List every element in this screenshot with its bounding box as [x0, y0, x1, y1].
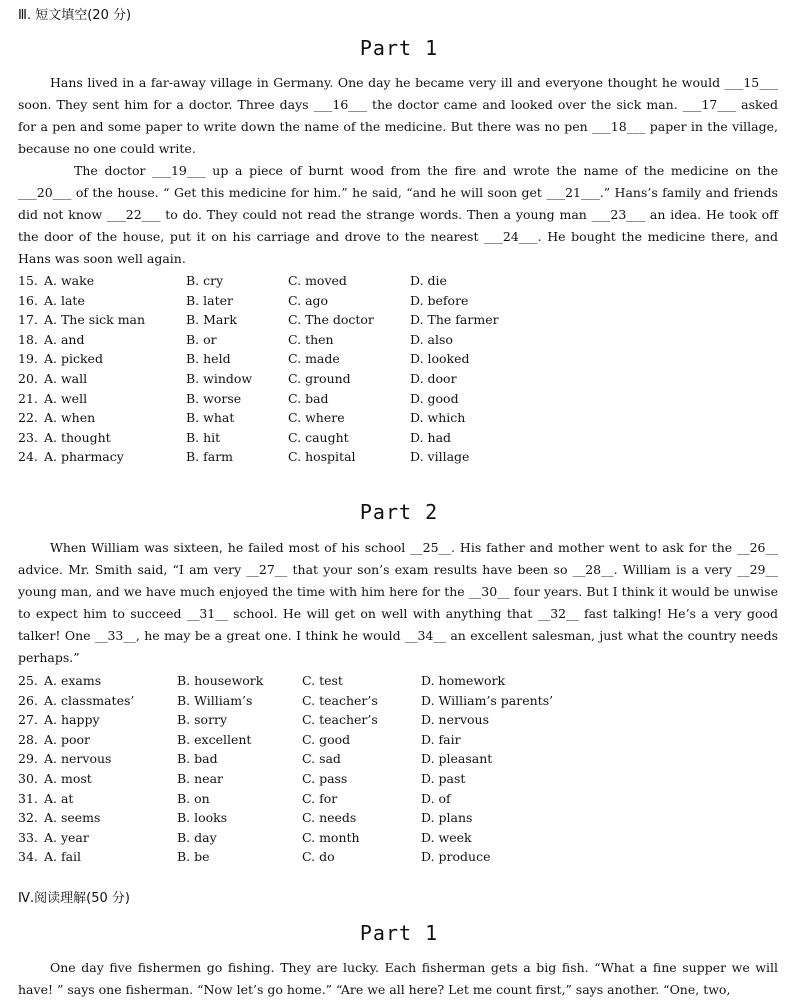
question-option-row: [18, 671, 778, 691]
option-c: C. sad: [302, 751, 341, 767]
question-number: 33.: [18, 829, 38, 845]
option-a: A. picked: [44, 351, 103, 367]
option-c: C. teacher’s: [302, 692, 378, 708]
option-b: B. excellent: [177, 731, 252, 747]
option-b: B. day: [177, 829, 217, 845]
option-d: D. pleasant: [421, 751, 493, 767]
option-b: B. worse: [186, 390, 242, 406]
option-d: D. before: [410, 292, 469, 308]
option-a: A. The sick man: [44, 312, 146, 328]
option-a: A. wake: [44, 273, 95, 288]
option-a: A. fail: [44, 849, 82, 865]
option-b: B. William’s: [177, 692, 253, 708]
option-d: D. past: [421, 770, 466, 786]
option-b: B. or: [186, 331, 217, 347]
option-c: C. then: [288, 331, 334, 347]
option-b: B. bad: [177, 751, 218, 767]
part-2-paragraph-1: When William was sixteen, he failed most of his school __25__. His father and mother went to ask for the __26__ advice. Mr. Smith said, “I am very __27__ that your son’s exam results have been so __28__. William is a very __29__ young man, and we have much enjoyed the time with him here for the __30__ four years. But I think it would be unwise to expect him to succeed __31__ school. He will get on well with anything that __32__ fast talking! He’s a very good talker! One __33__, he may be a great one. I think he would __34__ an excellent salesman, just what the country needs perhaps.”: [18, 540, 778, 665]
question-option-row: [18, 447, 778, 467]
option-b: B. Mark: [186, 312, 237, 328]
question-number: 15.: [18, 273, 38, 288]
option-c: C. where: [288, 410, 345, 426]
option-b: B. later: [186, 292, 233, 308]
question-option-row: [18, 691, 778, 711]
option-b: B. housework: [177, 673, 264, 688]
option-a: A. classmates’: [44, 692, 135, 708]
part-2-title: Part 2: [359, 500, 439, 524]
question-option-row: [18, 271, 778, 291]
question-option-row: [18, 349, 778, 369]
option-c: C. teacher’s: [302, 712, 378, 728]
part-1-passage: [18, 72, 778, 270]
option-b: B. held: [186, 351, 231, 367]
question-number: 34.: [18, 849, 38, 865]
option-c: C. month: [302, 829, 360, 845]
option-b: B. farm: [186, 449, 234, 465]
option-a: A. seems: [44, 810, 101, 826]
question-option-row: [18, 828, 778, 848]
question-option-row: [18, 710, 778, 730]
option-d: D. looked: [410, 351, 470, 367]
option-d: D. plans: [421, 810, 473, 826]
reading-part-1-paragraph-1: One day five fishermen go fishing. They are lucky. Each fisherman gets a big fish. “What a fine supper we will have! ” says one fisherman. “Now let’s go home.” “Are we all here? Let me count first,” says another. “One, two,: [18, 960, 778, 997]
option-a: A. most: [44, 770, 92, 786]
question-number: 28.: [18, 731, 38, 747]
option-d: D. nervous: [421, 712, 489, 728]
option-a: A. happy: [44, 712, 100, 728]
reading-part-1-title: Part 1: [359, 921, 439, 945]
option-c: C. made: [288, 351, 340, 367]
option-d: D. William’s parents’: [421, 692, 554, 708]
option-d: D. good: [410, 390, 459, 406]
question-number: 27.: [18, 712, 38, 728]
question-option-row: [18, 408, 778, 428]
part-1-paragraph-2: The doctor ___19___ up a piece of burnt wood from the fire and wrote the name of the medicine on the ___20___ of the house. “ Get this medicine for him.” he said, “and he will soon get ___21___.” Hans’s family and friends did not know ___22___ to do. They could not read the strange words. Then a young man ___23___ an idea. He took off the door of the house, put it on his carriage and drove to the nearest ___24___. He bought the medicine there, and Hans was soon well again.: [18, 163, 778, 266]
question-number: 20.: [18, 370, 38, 386]
option-b: B. on: [177, 790, 210, 806]
option-c: C. moved: [288, 273, 347, 288]
question-option-row: [18, 369, 778, 389]
question-number: 31.: [18, 790, 38, 806]
option-c: C. pass: [302, 770, 348, 786]
option-b: B. looks: [177, 810, 228, 826]
option-d: D. produce: [421, 849, 491, 865]
question-number: 17.: [18, 312, 38, 328]
option-b: B. window: [186, 370, 253, 386]
option-a: A. at: [44, 790, 74, 806]
question-number: 23.: [18, 429, 38, 445]
question-number: 19.: [18, 351, 38, 367]
question-number: 22.: [18, 410, 38, 426]
option-a: A. thought: [44, 429, 111, 445]
option-b: B. hit: [186, 429, 221, 445]
question-option-row: [18, 389, 778, 409]
option-c: C. caught: [288, 429, 349, 445]
option-d: D. fair: [421, 731, 461, 747]
option-d: D. of: [421, 790, 451, 806]
option-a: A. year: [44, 829, 89, 845]
option-a: A. poor: [44, 731, 91, 747]
question-number: 29.: [18, 751, 38, 767]
option-d: D. homework: [421, 673, 506, 688]
option-a: A. wall: [44, 370, 88, 386]
option-d: D. The farmer: [410, 312, 499, 328]
option-a: A. exams: [44, 673, 102, 688]
option-b: B. cry: [186, 273, 224, 288]
question-number: 26.: [18, 692, 38, 708]
option-d: D. which: [410, 410, 466, 426]
question-option-row: [18, 769, 778, 789]
option-c: C. good: [302, 731, 351, 747]
option-a: A. pharmacy: [44, 449, 124, 465]
option-b: B. near: [177, 770, 224, 786]
option-d: D. week: [421, 829, 472, 845]
option-a: A. well: [44, 390, 88, 406]
option-d: D. village: [410, 449, 470, 465]
part-1-options-list: [18, 271, 778, 467]
option-c: C. ground: [288, 370, 351, 386]
reading-part-1-passage: [18, 957, 778, 1001]
question-option-row: [18, 789, 778, 809]
option-b: B. what: [186, 410, 235, 426]
option-c: C. bad: [288, 390, 329, 406]
question-option-row: [18, 847, 778, 867]
section-3-heading: Ⅲ. 短文填空(20 分): [18, 8, 132, 23]
option-c: C. for: [302, 790, 338, 806]
part-2-passage: [18, 537, 778, 669]
option-c: C. test: [302, 673, 343, 688]
question-option-row: [18, 808, 778, 828]
option-d: D. die: [410, 273, 447, 288]
question-number: 16.: [18, 292, 38, 308]
option-a: A. late: [44, 292, 85, 308]
option-d: D. had: [410, 429, 452, 445]
question-option-row: [18, 730, 778, 750]
question-number: 18.: [18, 331, 38, 347]
question-number: 32.: [18, 810, 38, 826]
option-b: B. be: [177, 849, 210, 865]
option-a: A. when: [44, 410, 96, 426]
option-d: D. also: [410, 331, 453, 347]
option-c: C. hospital: [288, 449, 356, 465]
question-option-row: [18, 749, 778, 769]
option-c: C. ago: [288, 292, 329, 308]
part-1-paragraph-1: Hans lived in a far-away village in Germany. One day he became very ill and everyone thought he would ___15___ soon. They sent him for a doctor. Three days ___16___ the doctor came and looked over the sick man. ___17___ asked for a pen and some paper to write down the name of the medicine. But there was no pen ___18___ paper in the village, because no one could write.: [18, 75, 778, 156]
question-number: 21.: [18, 390, 38, 406]
part-2-options-list: [18, 671, 778, 867]
section-4-heading: Ⅳ.阅读理解(50 分): [18, 891, 130, 906]
option-c: C. needs: [302, 810, 357, 826]
question-number: 30.: [18, 770, 38, 786]
question-option-row: [18, 330, 778, 350]
option-b: B. sorry: [177, 712, 228, 728]
question-option-row: [18, 428, 778, 448]
option-a: A. and: [44, 331, 85, 347]
option-d: D. door: [410, 370, 457, 386]
question-option-row: [18, 310, 778, 330]
question-number: 24.: [18, 449, 38, 465]
option-c: C. do: [302, 849, 335, 865]
option-a: A. nervous: [44, 751, 112, 767]
question-option-row: [18, 291, 778, 311]
question-number: 25.: [18, 673, 38, 688]
option-c: C. The doctor: [288, 312, 374, 328]
part-1-title: Part 1: [359, 36, 439, 60]
